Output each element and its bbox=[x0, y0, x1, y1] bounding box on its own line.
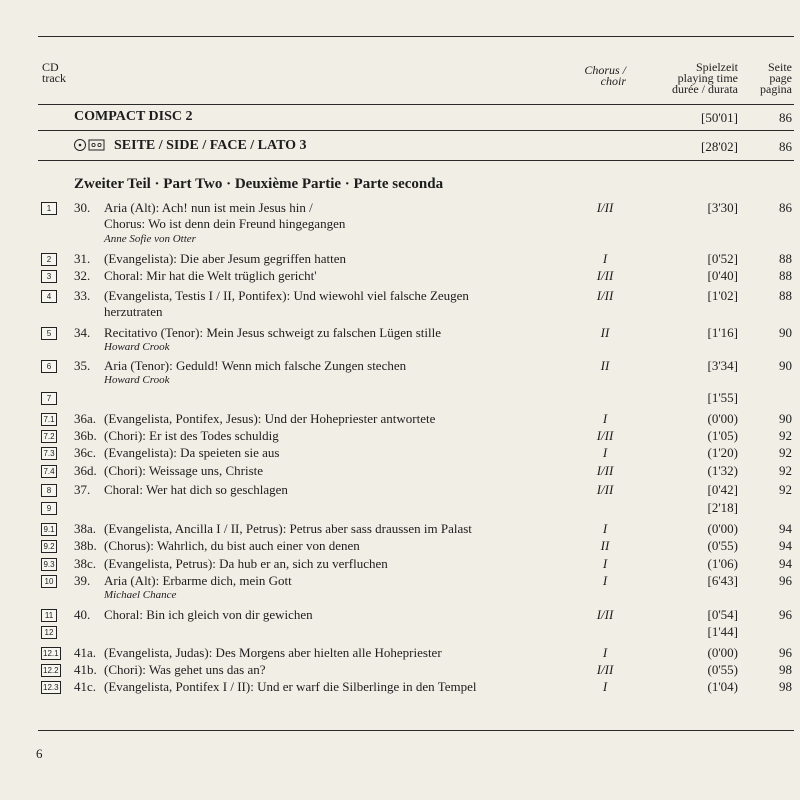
playing-time: [1'16] bbox=[707, 325, 738, 340]
track-entry bbox=[74, 428, 279, 444]
chorus-assignment: I/II bbox=[596, 268, 614, 283]
movement-number: 36c. bbox=[74, 445, 97, 460]
track-number-box: 7.3 bbox=[41, 447, 57, 460]
movement-title-line: herzutraten bbox=[104, 304, 163, 319]
movement-number: 39. bbox=[74, 573, 91, 588]
movement-title-line: (Evangelista, Pontifex, Jesus): Und der Hohepriester antwortete bbox=[104, 411, 436, 426]
movement-number: 38c. bbox=[74, 556, 97, 571]
playing-time: (1'04) bbox=[707, 679, 738, 694]
chorus-assignment: II bbox=[600, 325, 610, 340]
playing-time: (0'00) bbox=[707, 645, 738, 660]
soloist-name: Howard Crook bbox=[104, 374, 170, 386]
movement-title-line: Choral: Wer hat dich so geschlagen bbox=[104, 482, 288, 497]
page-reference: 92 bbox=[779, 428, 792, 443]
movement-number: 37. bbox=[74, 482, 91, 497]
track-number-box: 9.1 bbox=[41, 523, 57, 536]
chorus-assignment: I bbox=[602, 556, 608, 571]
movement-title-line: (Evangelista, Ancilla I / II, Petrus): Petrus aber sass draussen im Palast bbox=[104, 521, 472, 536]
page-reference: 90 bbox=[779, 325, 792, 340]
page-reference: 88 bbox=[779, 268, 792, 283]
track-entry bbox=[74, 645, 442, 661]
playing-time: [1'55] bbox=[707, 390, 738, 405]
playing-time: (1'20) bbox=[707, 445, 738, 460]
track-entry bbox=[74, 200, 345, 232]
movement-title-line: (Chori): Was gehet uns das an? bbox=[104, 662, 266, 677]
side-rule bbox=[38, 160, 794, 161]
chorus-assignment: I/II bbox=[596, 288, 614, 303]
header-playing-time: Spielzeit playing time durée / durata bbox=[672, 60, 738, 96]
track-number-box: 5 bbox=[41, 327, 57, 340]
page-number: 6 bbox=[36, 746, 43, 761]
disc-rule bbox=[38, 130, 794, 131]
chorus-assignment: II bbox=[600, 538, 610, 553]
chorus-assignment: I/II bbox=[596, 200, 614, 215]
playing-time: [3'34] bbox=[707, 358, 738, 373]
track-number-box: 12.1 bbox=[43, 649, 59, 658]
movement-number: 40. bbox=[74, 607, 91, 622]
page-reference: 92 bbox=[779, 445, 792, 460]
side-time: [28'02] bbox=[700, 139, 738, 154]
chorus-assignment: I bbox=[602, 411, 608, 426]
playing-time: [1'44] bbox=[707, 624, 738, 639]
page-reference: 94 bbox=[779, 521, 792, 536]
playing-time: [0'42] bbox=[707, 482, 738, 497]
cd-cassette-icon bbox=[74, 138, 108, 152]
chorus-assignment: I bbox=[602, 521, 608, 536]
page-reference: 92 bbox=[779, 482, 792, 497]
header-page: Seite page pagina bbox=[760, 60, 792, 96]
soloist-name: Anne Sofie von Otter bbox=[104, 233, 196, 245]
track-number-box: 4 bbox=[41, 290, 57, 303]
playing-time: [3'30] bbox=[707, 200, 738, 215]
footer-rule bbox=[38, 730, 794, 731]
movement-title-line: (Chori): Er ist des Todes schuldig bbox=[104, 428, 279, 443]
page-reference: 96 bbox=[779, 573, 792, 588]
soloist-name: Michael Chance bbox=[104, 589, 177, 601]
chorus-assignment: I/II bbox=[596, 482, 614, 497]
movement-number: 33. bbox=[74, 288, 91, 303]
side-title: SEITE / SIDE / FACE / LATO 3 bbox=[114, 138, 307, 153]
track-number-box: 8 bbox=[41, 484, 57, 497]
playing-time: (1'05) bbox=[707, 428, 738, 443]
track-entry bbox=[74, 679, 477, 695]
track-entry bbox=[74, 662, 266, 678]
chorus-assignment: I/II bbox=[596, 662, 614, 677]
top-rule bbox=[38, 36, 794, 37]
track-entry bbox=[74, 556, 388, 572]
movement-number: 36a. bbox=[74, 411, 97, 426]
track-number-box: 2 bbox=[41, 253, 57, 266]
track-number-box: 10 bbox=[41, 575, 57, 588]
page-reference: 94 bbox=[779, 556, 792, 571]
soloist-name: Howard Crook bbox=[104, 341, 170, 353]
chorus-assignment: I bbox=[602, 573, 608, 588]
page-reference: 86 bbox=[779, 200, 792, 215]
movement-title-line: Choral: Mir hat die Welt trüglich gericht' bbox=[104, 268, 317, 283]
chorus-assignment: I bbox=[602, 645, 608, 660]
disc-page: 86 bbox=[779, 110, 792, 125]
playing-time: (0'00) bbox=[707, 411, 738, 426]
movement-title-line: (Chorus): Wahrlich, du bist auch einer von denen bbox=[104, 538, 360, 553]
movement-title-line: Aria (Alt): Ach! nun ist mein Jesus hin / bbox=[104, 200, 313, 215]
page-reference: 92 bbox=[779, 463, 792, 478]
track-entry bbox=[74, 288, 469, 320]
chorus-assignment: I bbox=[602, 679, 608, 694]
track-entry bbox=[74, 411, 435, 427]
movement-title-line: Recitativo (Tenor): Mein Jesus schweigt zu falschen Lügen stille bbox=[104, 325, 441, 340]
track-number-box: 12.2 bbox=[43, 666, 59, 675]
track-entry bbox=[74, 538, 360, 554]
page-reference: 90 bbox=[779, 358, 792, 373]
movement-number: 32. bbox=[74, 268, 91, 283]
playing-time: (0'00) bbox=[707, 521, 738, 536]
track-number-box: 11 bbox=[41, 609, 57, 622]
movement-number: 38b. bbox=[74, 538, 97, 553]
track-entry bbox=[74, 358, 406, 374]
playing-time: (0'55) bbox=[707, 538, 738, 553]
part-title: Zweiter Teil · Part Two · Deuxième Partie · Parte seconda bbox=[74, 176, 444, 192]
track-number-box: 12.3 bbox=[43, 683, 59, 692]
track-number-box: 12 bbox=[41, 626, 57, 639]
disc-title: COMPACT DISC 2 bbox=[74, 109, 193, 124]
playing-time: [6'43] bbox=[707, 573, 738, 588]
movement-title-line: (Chori): Weissage uns, Christe bbox=[104, 463, 264, 478]
page-reference: 96 bbox=[779, 607, 792, 622]
playing-time: [0'54] bbox=[707, 607, 738, 622]
track-number-box: 7.2 bbox=[41, 430, 57, 443]
movement-title-line: (Evangelista, Petrus): Da hub er an, sich zu verfluchen bbox=[104, 556, 388, 571]
track-entry bbox=[74, 251, 346, 267]
side-page: 86 bbox=[779, 139, 792, 154]
page-reference: 90 bbox=[779, 411, 792, 426]
movement-title-line: Aria (Alt): Erbarme dich, mein Gott bbox=[104, 573, 292, 588]
page-reference: 98 bbox=[779, 662, 792, 677]
track-entry bbox=[74, 268, 317, 284]
track-number-box: 7.4 bbox=[41, 465, 57, 478]
movement-number: 41a. bbox=[74, 645, 97, 660]
movement-title-line: (Evangelista): Die aber Jesum gegriffen hatten bbox=[104, 251, 346, 266]
movement-number: 35. bbox=[74, 358, 91, 373]
track-entry bbox=[74, 607, 313, 623]
playing-time: (1'06) bbox=[707, 556, 738, 571]
movement-number: 36d. bbox=[74, 463, 97, 478]
movement-number: 34. bbox=[74, 325, 91, 340]
chorus-assignment: I/II bbox=[596, 463, 614, 478]
movement-number: 41c. bbox=[74, 679, 97, 694]
page-reference: 88 bbox=[779, 251, 792, 266]
track-number-box: 9.3 bbox=[41, 558, 57, 571]
playing-time: (0'55) bbox=[707, 662, 738, 677]
track-entry bbox=[74, 482, 288, 498]
playing-time: [1'02] bbox=[707, 288, 738, 303]
track-number-box: 1 bbox=[41, 202, 57, 215]
chorus-assignment: I bbox=[602, 251, 608, 266]
track-entry bbox=[74, 521, 472, 537]
movement-title-line: (Evangelista, Testis I / II, Pontifex): Und wiewohl viel falsche Zeugen bbox=[104, 288, 469, 303]
playing-time: [0'52] bbox=[707, 251, 738, 266]
movement-number: 38a. bbox=[74, 521, 97, 536]
track-entry bbox=[74, 325, 441, 341]
track-number-box: 3 bbox=[41, 270, 57, 283]
page-reference: 94 bbox=[779, 538, 792, 553]
playing-time: [0'40] bbox=[707, 268, 738, 283]
movement-title-line: (Evangelista): Da speieten sie aus bbox=[104, 445, 280, 460]
page-reference: 98 bbox=[779, 679, 792, 694]
track-number-box: 9.2 bbox=[41, 540, 57, 553]
chorus-assignment: I/II bbox=[596, 607, 614, 622]
page-reference: 96 bbox=[779, 645, 792, 660]
track-number-box: 9 bbox=[41, 502, 57, 515]
movement-number: 41b. bbox=[74, 662, 97, 677]
movement-title-line: Aria (Tenor): Geduld! Wenn mich falsche Zungen stechen bbox=[104, 358, 407, 373]
movement-number: 36b. bbox=[74, 428, 97, 443]
movement-title-line: Chorus: Wo ist denn dein Freund hingegangen bbox=[104, 216, 346, 231]
movement-number: 31. bbox=[74, 251, 91, 266]
movement-number: 30. bbox=[74, 200, 91, 215]
movement-title-line: (Evangelista, Judas): Des Morgens aber hielten alle Hohepriester bbox=[104, 645, 442, 660]
movement-title-line: Choral: Bin ich gleich von dir gewichen bbox=[104, 607, 313, 622]
playing-time: (1'32) bbox=[707, 463, 738, 478]
chorus-assignment: I bbox=[602, 445, 608, 460]
playing-time: [2'18] bbox=[707, 500, 738, 515]
track-entry bbox=[74, 445, 279, 461]
chorus-assignment: II bbox=[600, 358, 610, 373]
track-entry bbox=[74, 573, 292, 589]
track-entry bbox=[74, 463, 263, 479]
track-number-box: 7.1 bbox=[41, 413, 57, 426]
track-number-box: 7 bbox=[41, 392, 57, 405]
chorus-assignment: I/II bbox=[596, 428, 614, 443]
page-reference: 88 bbox=[779, 288, 792, 303]
header-chorus: Chorus / choir bbox=[584, 63, 626, 88]
header-rule bbox=[38, 104, 794, 105]
track-number-box: 6 bbox=[41, 360, 57, 373]
movement-title-line: (Evangelista, Pontifex I / II): Und er warf die Silberlinge in den Tempel bbox=[104, 679, 477, 694]
disc-time: [50'01] bbox=[700, 110, 738, 125]
header-cd-track: CD track bbox=[42, 60, 66, 85]
